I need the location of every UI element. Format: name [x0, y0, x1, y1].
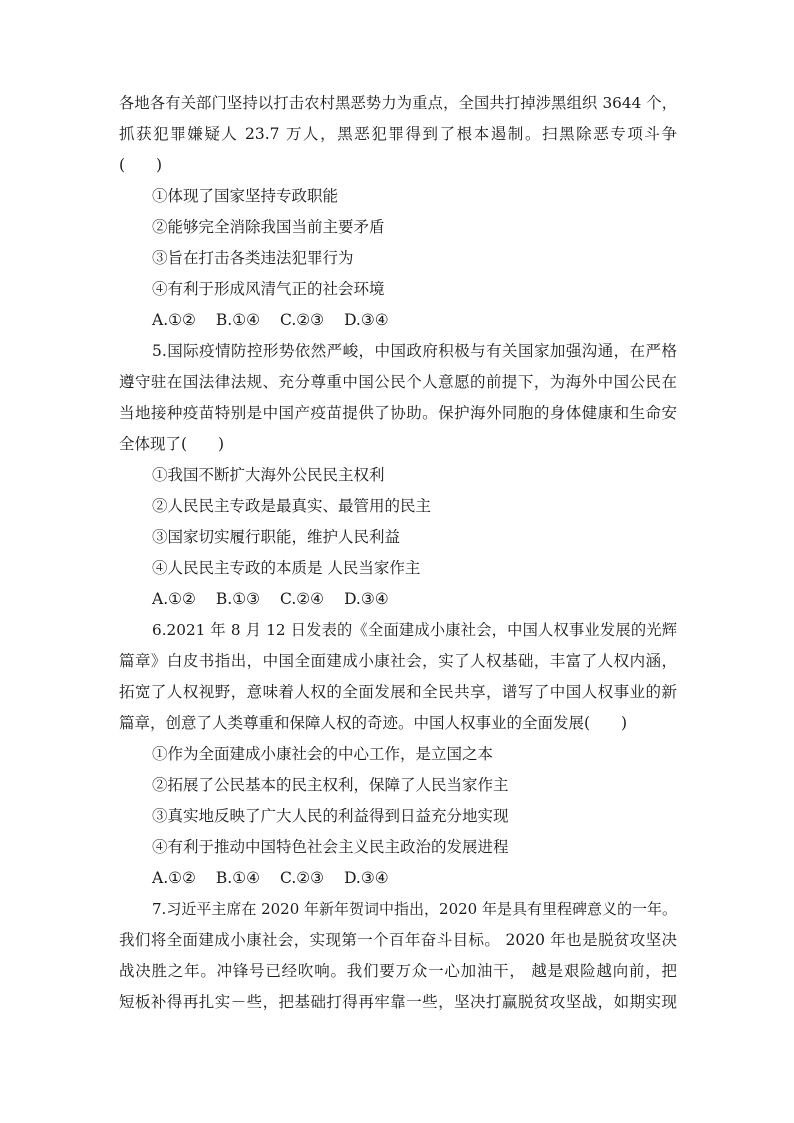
q5-option-1: ①我国不断扩大海外公民民主权利 — [152, 466, 385, 484]
q5-stem-line-3: 当地接种疫苗特别是中国产疫苗提供了协助。保护海外同胞的身体健康和生命安 — [119, 404, 677, 422]
q6-choice-b: B.①④ — [215, 869, 261, 887]
q6-stem-line-3: 拓宽了人权视野，意味着人权的全面发展和全民共享，谱写了中国人权事业的新 — [119, 683, 677, 701]
q7-stem-line-4: 短板补得再扎实－些，把基础打得再牢靠一些，坚决打赢脱贫攻坚战，如期实现 — [119, 993, 677, 1011]
q5-stem-line-4: 全体现了( ) — [119, 435, 225, 453]
q4-option-1: ①体现了国家坚持专政职能 — [152, 187, 339, 205]
q4-option-2: ②能够完全消除我国当前主要矛盾 — [152, 218, 385, 236]
q4-option-3: ③旨在打击各类违法犯罪行为 — [152, 249, 354, 267]
q6-option-4: ④有利于推动中国特色社会主义民主政治的发展进程 — [152, 838, 509, 856]
q5-choice-a: A.①② — [152, 590, 196, 608]
q4-choice-d: D.③④ — [344, 311, 389, 329]
q6-option-1: ①作为全面建成小康社会的中心工作，是立国之本 — [152, 745, 494, 763]
question-5 — [119, 336, 677, 615]
q5-choices — [119, 584, 677, 615]
q5-stem-line-1: 5.国际疫情防控形势依然严峻，中国政府积极与有关国家加强沟通，在严格 — [152, 342, 677, 360]
question-6 — [119, 615, 677, 894]
q5-option-4: ④人民民主专政的本质是 人民当家作主 — [152, 559, 421, 577]
q5-option-2: ②人民民主专政是最真实、最管用的民主 — [152, 497, 432, 515]
q4-choice-c: C.②③ — [280, 311, 325, 329]
q5-option-3: ③国家切实履行职能，维护人民利益 — [152, 528, 401, 546]
q7-stem-line-2: 我们将全面建成小康社会，实现第一个百年奋斗目标。 2020 年也是脱贫攻坚决 — [119, 931, 677, 949]
q4-stem-line-1: 各地各有关部门坚持以打击农村黑恶势力为重点，全国共打掉涉黑组织 3644 个， — [119, 94, 677, 112]
q4-choice-b: B.①④ — [215, 311, 261, 329]
q7-stem-line-3: 战决胜之年。冲锋号已经吹响。我们要万众一心加油干， 越是艰险越向前，把 — [119, 962, 677, 980]
q6-choice-c: C.②③ — [280, 869, 325, 887]
q5-stem-line-2: 遵守驻在国法律法规、充分尊重中国公民个人意愿的前提下，为海外中国公民在 — [119, 373, 677, 391]
q6-stem-line-2: 篇章》白皮书指出，中国全面建成小康社会，实了人权基础，丰富了人权内涵， — [119, 652, 677, 670]
q4-choice-a: A.①② — [152, 311, 196, 329]
q6-option-3: ③真实地反映了广大人民的利益得到日益充分地实现 — [152, 807, 509, 825]
q4-stem-line-3: ( ) — [119, 156, 163, 174]
question-7 — [119, 894, 677, 1018]
q7-stem-line-1: 7.习近平主席在 2020 年新年贺词中指出，2020 年是具有里程碑意义的一年。 — [152, 900, 677, 918]
question-4 — [119, 88, 677, 336]
q4-stem-line-2: 抓获犯罪嫌疑人 23.7 万人，黑恶犯罪得到了根本遏制。扫黑除恶专项斗争 — [119, 125, 677, 143]
q4-option-4: ④有利于形成风清气正的社会环境 — [152, 280, 385, 298]
q5-choice-c: C.②④ — [280, 590, 325, 608]
q6-choices — [119, 863, 677, 894]
q6-stem-line-4: 篇章，创意了人类尊重和保障人权的奇迹。中国人权事业的全面发展( ) — [119, 714, 628, 732]
q4-choices — [119, 305, 677, 336]
q5-choice-b: B.①③ — [215, 590, 261, 608]
q6-option-2: ②拓展了公民基本的民主权利，保障了人民当家作主 — [152, 776, 509, 794]
document-page — [119, 88, 677, 1018]
q6-choice-a: A.①② — [152, 869, 196, 887]
q6-stem-line-1: 6.2021 年 8 月 12 日发表的《全面建成小康社会，中国人权事业发展的光辉 — [152, 621, 677, 639]
q5-choice-d: D.③④ — [344, 590, 389, 608]
q6-choice-d: D.③④ — [344, 869, 389, 887]
